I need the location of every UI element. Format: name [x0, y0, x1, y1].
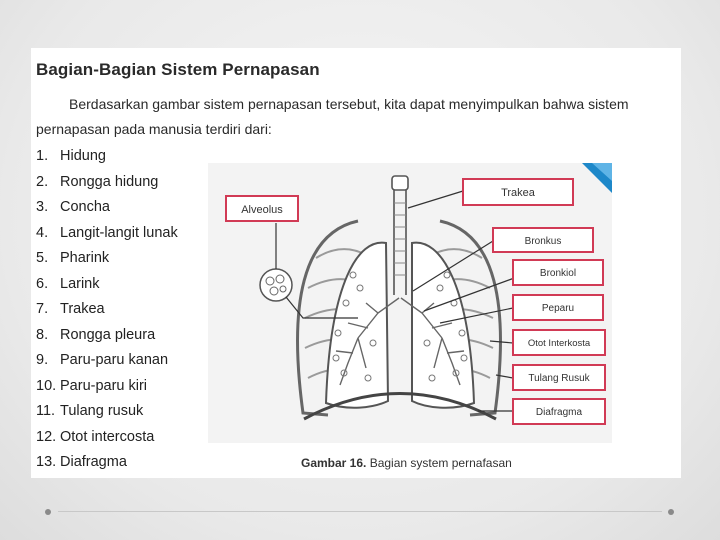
label-alveolus: Alveolus	[241, 204, 283, 216]
list-item: 13. Diafragma	[36, 454, 127, 470]
label-tulang: Tulang Rusuk	[528, 373, 590, 384]
document-page	[31, 48, 681, 478]
slide-dot-right	[668, 509, 674, 515]
list-item: 3. Concha	[36, 199, 110, 215]
list-item: 9. Paru-paru kanan	[36, 352, 169, 368]
label-paru: Peparu	[541, 303, 575, 314]
slide-dot-left	[45, 509, 51, 515]
label-trakea: Trakea	[501, 187, 535, 199]
list-item: 4. Langit-langit lunak	[36, 224, 178, 241]
leader-lines	[276, 191, 528, 411]
list-item: 10. Paru-paru kiri	[36, 377, 148, 394]
list-item: 2. Rongga hidung	[36, 173, 159, 190]
respiratory-diagram	[208, 163, 612, 443]
list-item: 12. Otot intercosta	[36, 428, 155, 445]
label-diafragma: Diafragma	[535, 407, 583, 418]
trachea	[394, 190, 406, 295]
label-bronkus: Bronkus	[524, 236, 562, 247]
label-bronkiol: Bronkiol	[539, 268, 577, 279]
parts-list	[36, 144, 178, 476]
alveolus-zoom	[260, 269, 292, 301]
larynx	[392, 176, 408, 190]
list-item: 11. Tulang rusuk	[36, 403, 144, 419]
list-item: 5. Pharink	[36, 250, 110, 266]
label-otot: Otot Interkosta	[527, 338, 591, 349]
intro-paragraph: Berdasarkan gambar sistem pernapasan tersebut, kita dapat menyimpulkan bahwa sistem pernapasan pada manusia terdiri dari:	[36, 96, 629, 137]
list-item: 8. Rongga pleura	[36, 326, 156, 343]
list-item: 7. Trakea	[36, 301, 105, 317]
page-title: Bagian-Bagian Sistem Pernapasan	[36, 60, 320, 79]
list-item: 6. Larink	[36, 275, 100, 292]
list-item: 1. Hidung	[36, 148, 106, 164]
slide-divider	[58, 511, 662, 512]
figure-caption: Gambar 16. Bagian system pernafasan	[301, 456, 512, 470]
